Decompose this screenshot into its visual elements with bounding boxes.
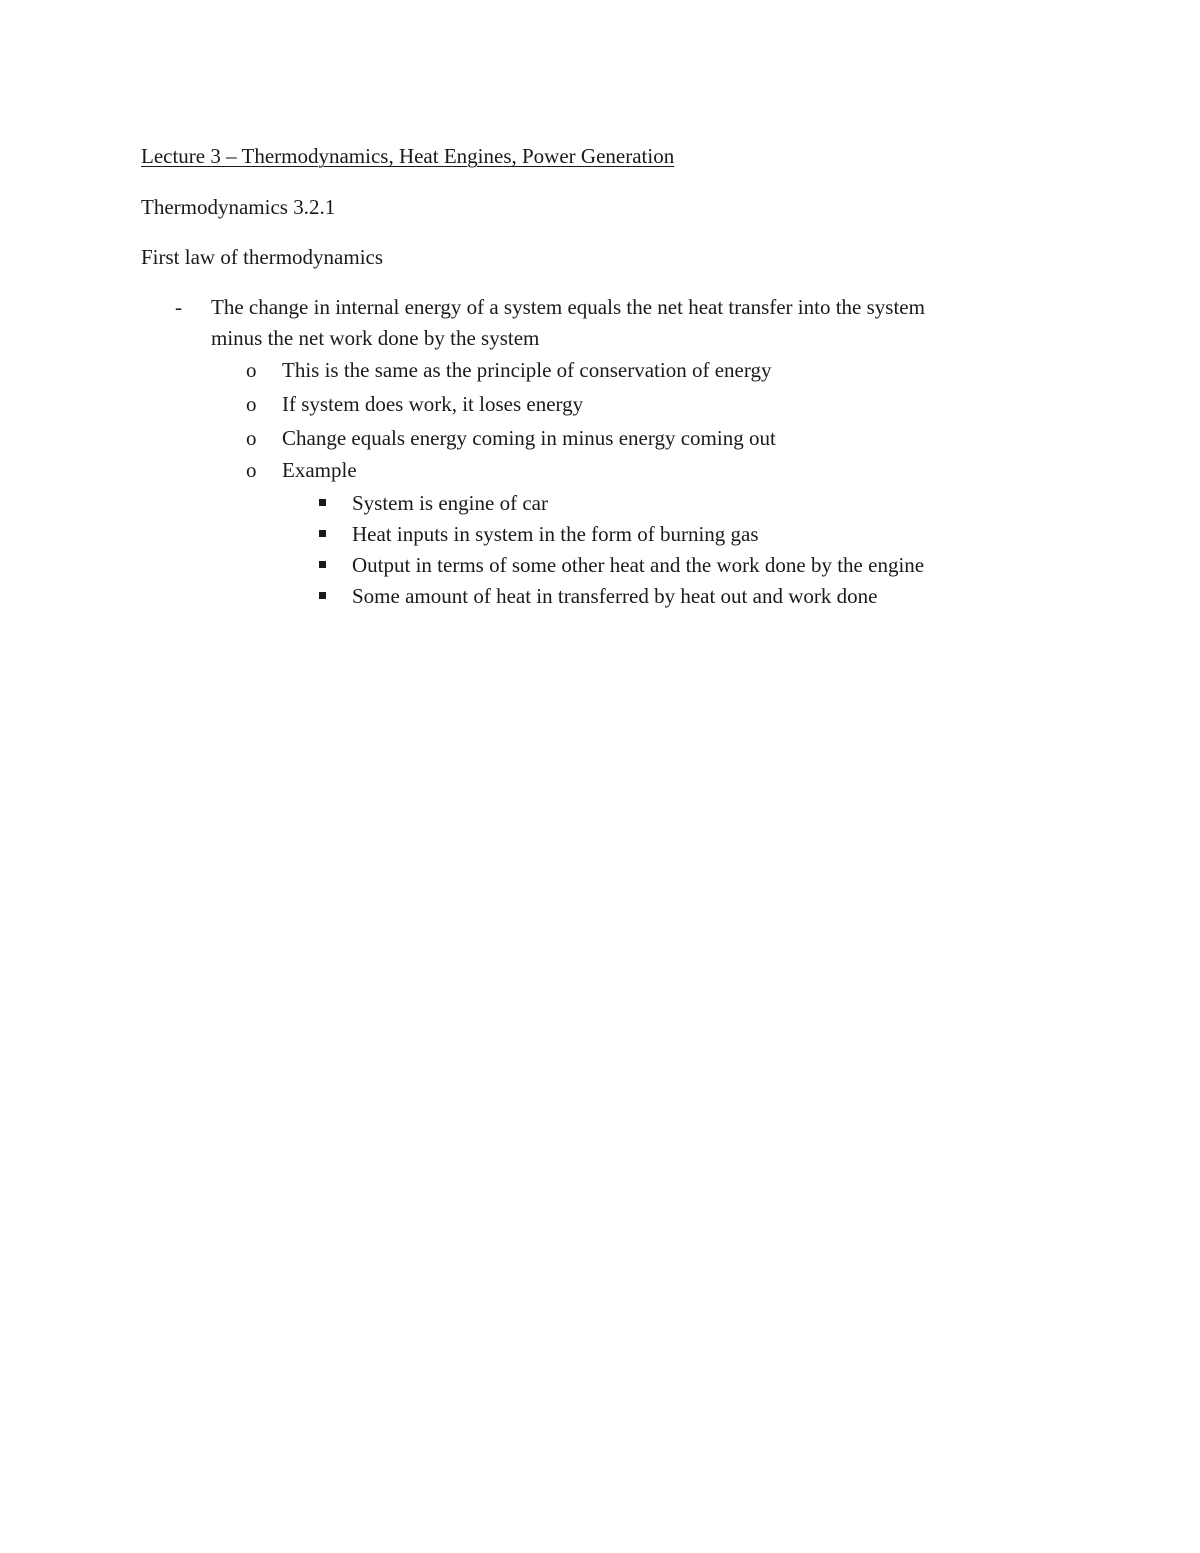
square-bullet-icon	[319, 499, 326, 506]
square-bullet-icon	[319, 530, 326, 537]
dash-bullet-marker: -	[175, 295, 182, 319]
list-item-level1-line2: minus the net work done by the system	[211, 326, 540, 350]
square-bullet-icon	[319, 561, 326, 568]
circle-bullet-marker: o	[246, 392, 257, 416]
list-item-level2: Change equals energy coming in minus energy coming out	[282, 426, 776, 450]
square-bullet-icon	[319, 592, 326, 599]
list-item-level1-line1: The change in internal energy of a system equals the net heat transfer into the system	[211, 295, 925, 319]
list-item-level3: Output in terms of some other heat and the work done by the engine	[352, 553, 925, 577]
circle-bullet-marker: o	[246, 358, 257, 382]
list-item-level2: If system does work, it loses energy	[282, 392, 584, 416]
list-item-level2: This is the same as the principle of conservation of energy	[282, 358, 772, 382]
circle-bullet-marker: o	[246, 458, 257, 482]
section-heading: Thermodynamics 3.2.1	[141, 195, 336, 219]
list-item-level3: Heat inputs in system in the form of burning gas	[352, 522, 759, 546]
list-item-level3: System is engine of car	[352, 491, 548, 515]
list-item-level2: Example	[282, 458, 357, 482]
circle-bullet-marker: o	[246, 426, 257, 450]
subsection-heading: First law of thermodynamics	[141, 245, 384, 269]
list-item-level3: Some amount of heat in transferred by heat out and work done	[352, 584, 878, 608]
lecture-title: Lecture 3 – Thermodynamics, Heat Engines, Power Generation	[141, 144, 675, 168]
